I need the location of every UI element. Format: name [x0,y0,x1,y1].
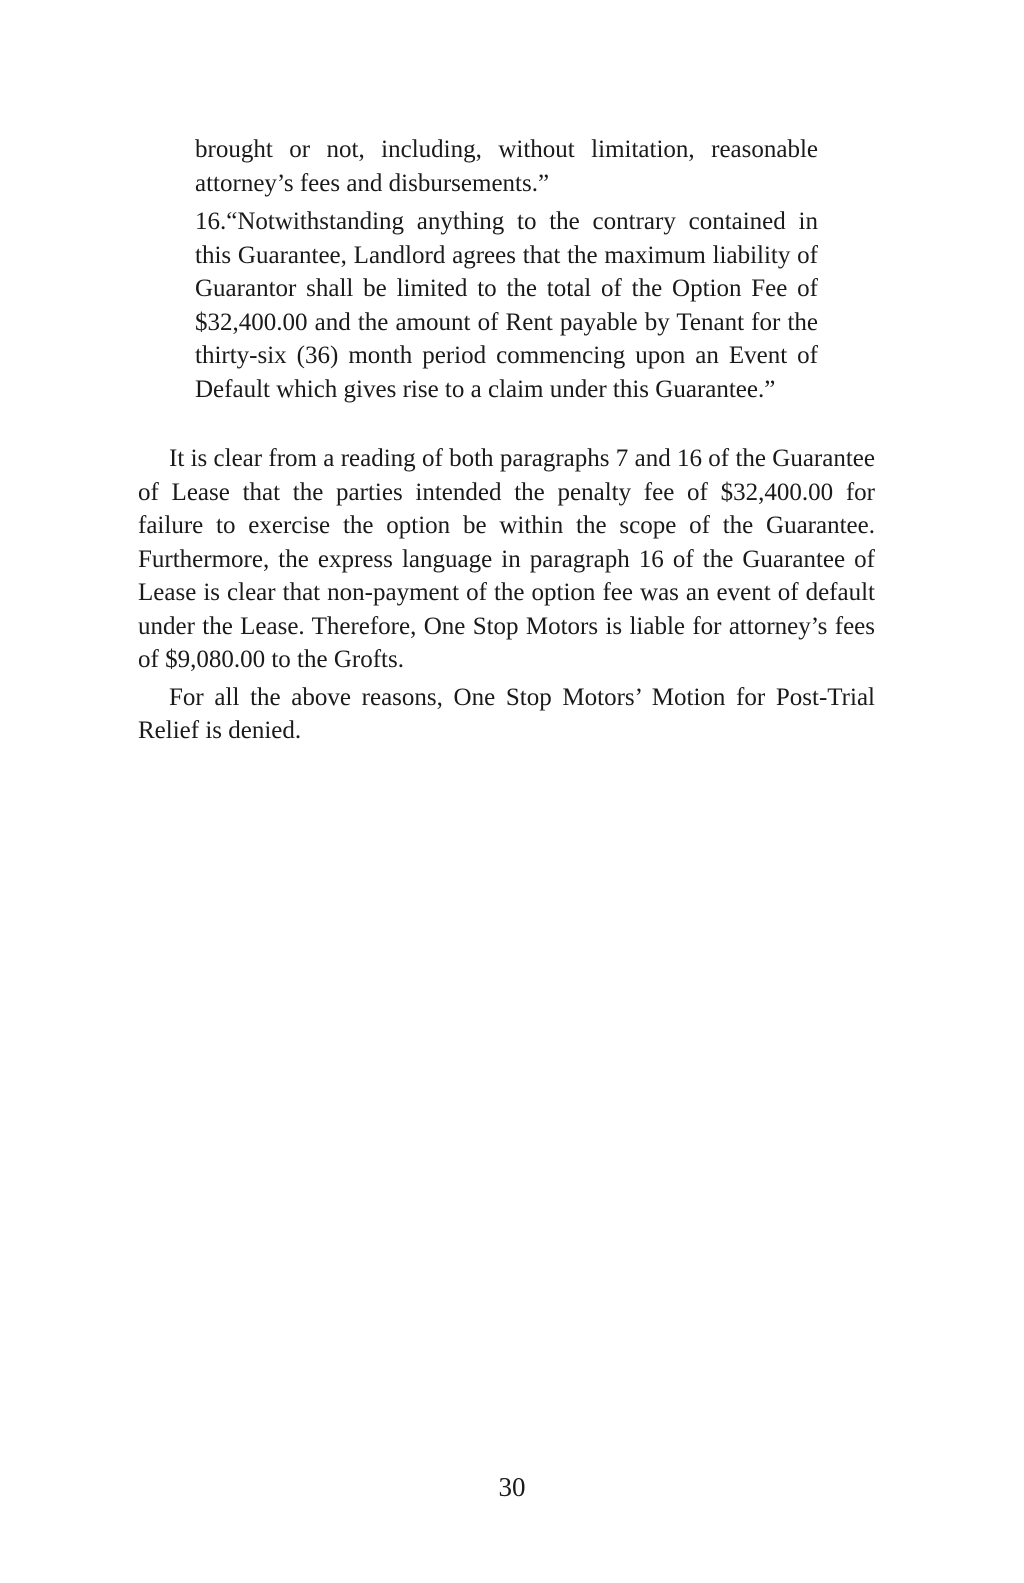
body-paragraph-conclusion: For all the above reasons, One Stop Motors’ Motion for Post-Trial Relief is denied. [138,683,875,744]
quote-paragraph-continuation: brought or not, including, without limitation, reasonable attorney’s fees and disbursements.” [195,136,818,197]
page-number: 30 [498,1472,526,1502]
quoted-guarantee-excerpt [195,133,818,406]
body-paragraph-analysis: It is clear from a reading of both paragraphs 7 and 16 of the Guarantee of Lease that the parties intended the penalty fee of $32,400.00 for failure to exercise the option be within the scope of the Guarantee. Furthermore, the express language in paragraph 16 of the Guarantee of Lease is clear that non-payment of the option fee was an event of default under the Lease. Therefore, One Stop Motors is liable for attorney’s fees of $9,080.00 to the Grofts. [138,445,875,673]
opinion-body [138,442,875,748]
quote-paragraph-16: 16.“Notwithstanding anything to the contrary contained in this Guarantee, Landlord agrees that the maximum liability of Guarantor shall be limited to the total of the Option Fee of $32,400.00 and the amount of Rent payable by Tenant for the thirty-six (36) month period commencing upon an Event of Default which gives rise to a claim under this Guarantee.” [195,208,818,403]
